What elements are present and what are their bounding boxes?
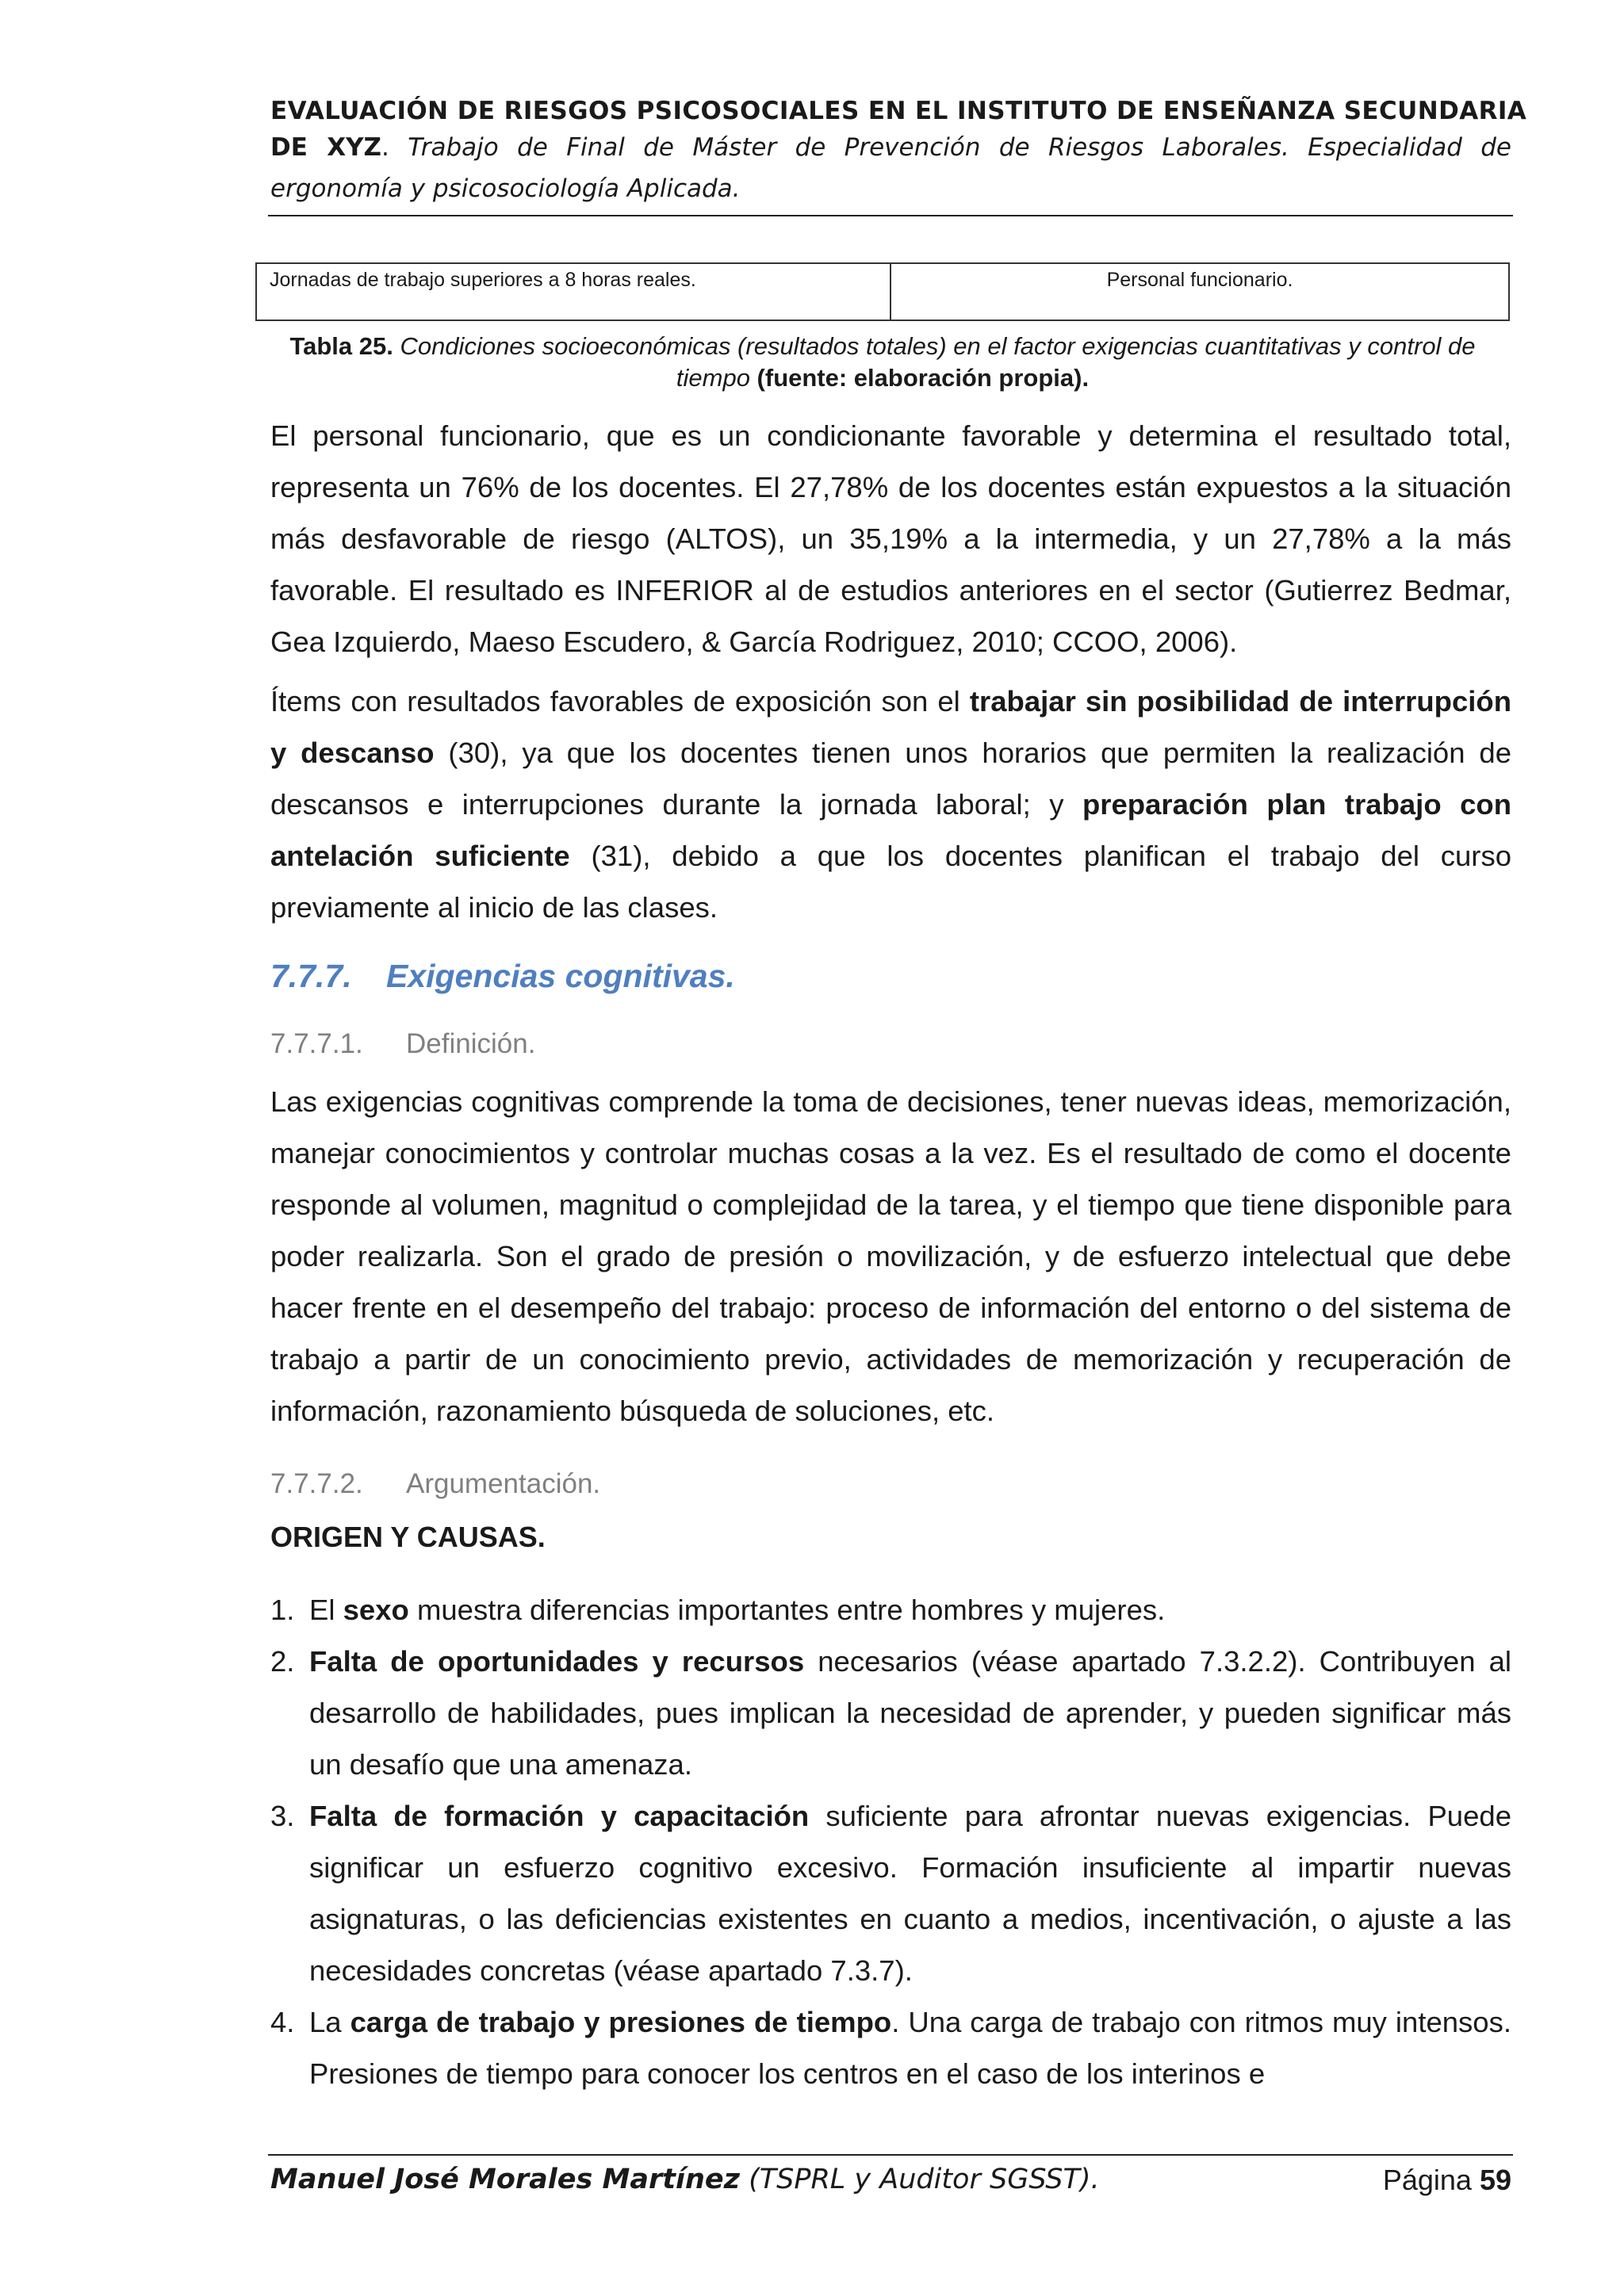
subsection-heading-argumentation <box>270 1468 600 1500</box>
list-number: 2. <box>270 1645 295 1678</box>
section-number: 7.7.7. <box>270 958 352 994</box>
caption-label: Tabla 25. <box>289 332 393 360</box>
author-name: Manuel José Morales Martínez <box>270 2164 740 2195</box>
list-text-pre: La <box>309 2006 350 2038</box>
list-text-post: necesarios (véase apartado 7.3.2.2). Contribuyen al desarrollo de habilidades, pues implican la necesidad de aprender, y pueden significar más un desafío que una amenaza. <box>309 1645 1511 1781</box>
paragraph-text: Ítems con resultados favorables de exposición son el <box>270 685 970 718</box>
header-divider <box>268 215 1513 216</box>
page-number-value: 59 <box>1479 2164 1511 2196</box>
list-item <box>270 1636 1511 1790</box>
page-number <box>1383 2164 1511 2197</box>
list-text-bold: Falta de formación y capacitación <box>309 1800 810 1832</box>
subsection-heading-definition <box>270 1028 535 1060</box>
list-item <box>270 1790 1511 1996</box>
list-text-bold: Falta de oportunidades y recursos <box>309 1645 805 1678</box>
table-row <box>255 262 1510 321</box>
list-text <box>309 1996 1511 2099</box>
list-text <box>309 1636 1511 1790</box>
header-title-bold: DE XYZ <box>270 133 382 162</box>
list-item <box>270 1996 1511 2099</box>
list-text <box>309 1584 1511 1636</box>
table-caption <box>255 331 1510 394</box>
page-label: Página <box>1382 2164 1480 2196</box>
subsection-number: 7.7.7.2. <box>270 1468 363 1499</box>
caption-source: (fuente: elaboración propia). <box>749 364 1090 392</box>
header-subtitle-line2: Trabajo de Final de Máster de Prevención de Riesgos Laborales. Especialidad de <box>408 133 1511 162</box>
section-heading <box>270 958 735 995</box>
list-text-bold: carga de trabajo y presiones de tiempo <box>350 2006 892 2038</box>
origen-heading: ORIGEN Y CAUSAS. <box>270 1521 546 1553</box>
paragraph-text: (31), debido a que los docentes planifican el trabajo del curso previamente al inicio de las clases. <box>270 840 1511 924</box>
caption-text: Condiciones socioeconómicas (resultados totales) en el factor exigencias cuantitativas y control de tiempo <box>393 332 1476 392</box>
subsection-title: Definición. <box>406 1028 536 1059</box>
list-text-bold: sexo <box>343 1594 409 1626</box>
list-text-post: . Una carga de trabajo con ritmos muy intensos. Presiones de tiempo para conocer los centros en el caso de los interinos e <box>309 2006 1511 2090</box>
list-item <box>270 1584 1511 1636</box>
table-cell: Personal funcionario. <box>1106 269 1293 291</box>
list-number: 4. <box>270 2006 295 2038</box>
list-text-post: muestra diferencias importantes entre hombres y mujeres. <box>408 1594 1166 1626</box>
paragraph-text: (30), ya que los docentes tienen unos horarios que permiten la realización de descansos e interrupciones durante la jornada laboral; y <box>270 737 1511 821</box>
footer-divider <box>268 2154 1513 2156</box>
list-number: 3. <box>270 1800 295 1832</box>
paragraph-bold: preparación plan trabajo con antelación suficiente <box>270 788 1512 872</box>
causes-list <box>270 1584 1511 2099</box>
author-role: (TSPRL y Auditor SGSST). <box>740 2164 1100 2195</box>
header-title-line1: EVALUACIÓN DE RIESGOS PSICOSOCIALES EN EL INSTITUTO DE ENSEÑANZA SECUNDARIA <box>270 97 1527 125</box>
paragraph-items <box>270 675 1511 933</box>
section-title: Exigencias cognitivas. <box>386 958 735 994</box>
footer-author <box>270 2164 1100 2195</box>
list-text-pre: El <box>309 1594 343 1626</box>
table-cell: Jornadas de trabajo superiores a 8 horas reales. <box>257 264 891 320</box>
header-title-line2 <box>270 127 1511 168</box>
list-text <box>309 1790 1511 1996</box>
subsection-number: 7.7.7.1. <box>270 1028 363 1059</box>
paragraph-results: El personal funcionario, que es un condicionante favorable y determina el resultado total, representa un 76% de los docentes. El 27,78% de los docentes están expuestos a la situación más desfavorable de riesgo (ALTOS), un 35,19% a la intermedia, y un 27,78% a la más favorable. El resultado es INFERIOR al de estudios anteriores en el sector (Gutierrez Bedmar, Gea Izquierdo, Maeso Escudero, & García Rodriguez, 2010; CCOO, 2006). <box>270 419 1511 658</box>
header-subtitle-line3: ergonomía y psicosociología Aplicada. <box>270 174 741 203</box>
header-title-sep: . <box>381 133 408 162</box>
page-header <box>270 95 1527 209</box>
list-number: 1. <box>270 1594 295 1626</box>
paragraph-bold: trabajar sin posibilidad de interrupción y descanso <box>270 685 1511 769</box>
paragraph-definition: Las exigencias cognitivas comprende la toma de decisiones, tener nuevas ideas, memorización, manejar conocimientos y controlar muchas cosas a la vez. Es el resultado de como el docente responde al volumen, magnitud o complejidad de la tarea, y el tiempo que tiene disponible para poder realizarla. Son el grado de presión o movilización, y de esfuerzo intelectual que debe hacer frente en el desempeño del trabajo: proceso de información del entorno o del sistema de trabajo a partir de un conocimiento previo, actividades de memorización y recuperación de información, razonamiento búsqueda de soluciones, etc. <box>270 1085 1511 1427</box>
subsection-title: Argumentación. <box>406 1468 601 1499</box>
list-text-post: suficiente para afrontar nuevas exigencias. Puede significar un esfuerzo cognitivo excesivo. Formación insuficiente al impartir nuevas asignaturas, o las deficiencias existentes en cuanto a medios, incentivación, o ajuste a las necesidades concretas (véase apartado 7.3.7). <box>309 1800 1511 1987</box>
